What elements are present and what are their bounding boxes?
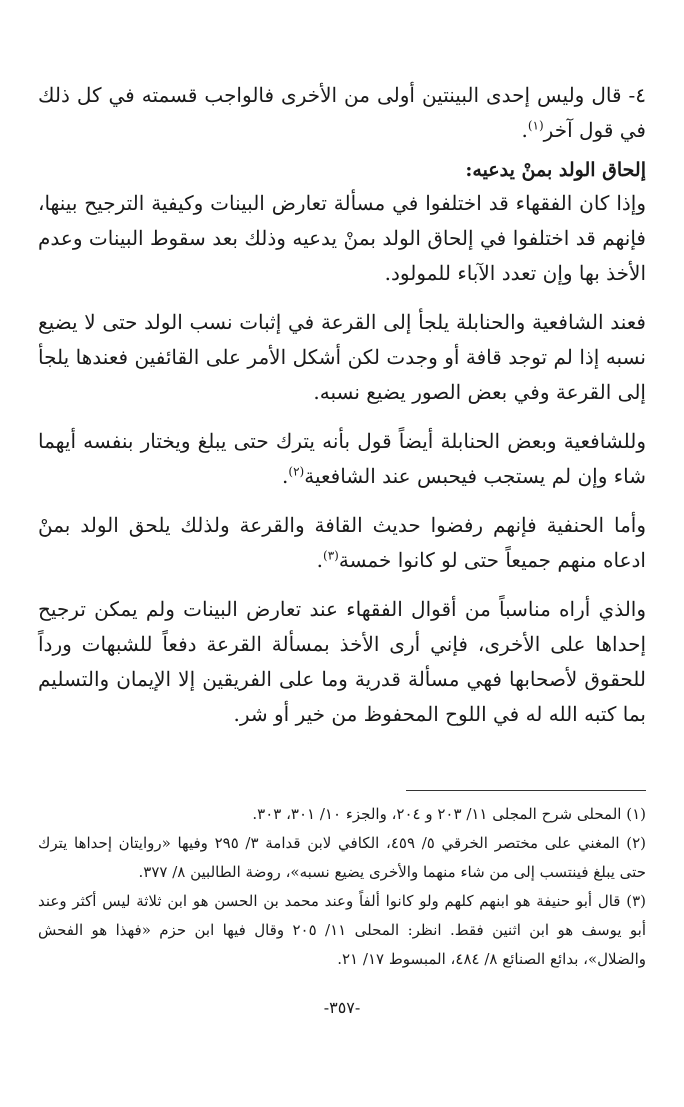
paragraph-5 xyxy=(38,508,646,578)
footnote-ref-2: (٢) xyxy=(288,464,305,479)
paragraph-4-text: وللشافعية وبعض الحنابلة أيضاً قول بأنه يترك حتى يبلغ ويختار بنفسه أيهما شاء وإن لم يستجب فيحبس عند الشافعية xyxy=(38,429,646,488)
page-number: -٣٥٧- xyxy=(323,998,361,1017)
paragraph-6: والذي أراه مناسباً من أقوال الفقهاء عند تعارض البينات ولم يمكن ترجيح إحداها على الأخرى، فإني أرى الأخذ بمسألة القرعة دفعاً للشبهات ورداً للحقوق لأصحابها فهي مسألة قدرية وما على الفريقين إلا الإيمان والتسليم بما كتبه الله له في اللوح المحفوظ من خير أو شر. xyxy=(38,597,647,726)
footnote-divider xyxy=(406,790,646,791)
footnote-1: (١) المحلى شرح المجلى ١١/ ٢٠٣ و ٢٠٤، والجزء ١٠/ ٣٠١، ٣٠٣. xyxy=(252,805,646,823)
footnote-2: (٢) المغني على مختصر الخرقي ٥/ ٤٥٩، الكافي لابن قدامة ٣/ ٢٩٥ وفيها «روايتان إحداها يترك حتى يبلغ فينتسب إلى من شاء منهما والأخرى يضيع نسبه»، روضة الطالبين ٨/ ٣٧٧. xyxy=(38,834,647,881)
footnote-ref-3: (٣) xyxy=(323,548,339,563)
paragraph-5-text: وأما الحنفية فإنهم رفضوا حديث القافة والقرعة ولذلك يلحق الولد بمنْ ادعاه منهم جميعاً حتى لو كانوا خمسة xyxy=(38,513,646,572)
paragraph-4-end: . xyxy=(282,464,289,488)
page-body xyxy=(38,78,646,746)
paragraph-1-text: ٤- قال وليس إحدى البينتين أولى من الأخرى فالواجب قسمته في كل ذلك في قول آخر xyxy=(38,83,646,142)
paragraph-5-end: . xyxy=(316,548,324,572)
paragraph-3: فعند الشافعية والحنابلة يلجأ إلى القرعة في إثبات نسب الولد حتى لا يضيع نسبه إذا لم توجد قافة أو وجدت لكن أشكل الأمر على القائفين فعندها يلجأ إلى القرعة وفي بعض الصور يضيع نسبه. xyxy=(38,310,646,404)
paragraph-1-end: . xyxy=(521,118,528,142)
footnote-ref-1: (١) xyxy=(527,118,544,133)
section-heading: إلحاق الولد بمنْ يدعيه: xyxy=(465,159,646,181)
footnote-3: (٣) قال أبو حنيفة هو ابنهم كلهم ولو كانوا ألفاً وعند محمد بن الحسن هو ابن ثلاثة ليس أكثر وعند أبو يوسف هو ابن اثنين فقط. انظر: المحلى ١١/ ٢٠٥ وقال فيها ابن حزم «فهذا هو الفحش والضلال»، بدائع الصنائع ٨/ ٤٨٤، المبسوط ١٧/ ٢١. xyxy=(38,892,646,968)
paragraph-2: وإذا كان الفقهاء قد اختلفوا في مسألة تعارض البينات وكيفية الترجيح بينها، فإنهم قد اختلفوا في إلحاق الولد بمنْ يدعيه وذلك بعد سقوط البينات وعدم الأخذ بها وإن تعدد الآباء للمولود. xyxy=(38,191,646,285)
paragraph-4 xyxy=(38,424,646,494)
paragraph-1 xyxy=(38,78,646,148)
footnotes xyxy=(38,800,646,974)
